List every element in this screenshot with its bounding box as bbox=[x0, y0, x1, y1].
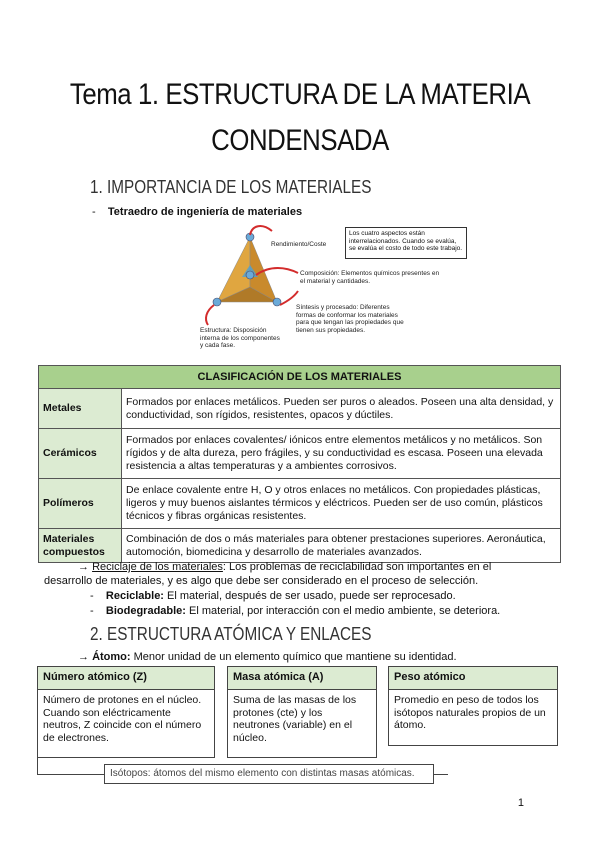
box-header: Peso atómico bbox=[389, 667, 557, 690]
recycling-text1: : Los problemas de reciclabilidad son importantes en el bbox=[222, 561, 492, 573]
reciclable-text: El material, después de ser usado, puede ser reprocesado. bbox=[163, 590, 456, 602]
row-desc: De enlace covalente entre H, O y otros enlaces no metálicos. Con propiedades plásticas, ligeros y muy buenos aislantes térmicos y eléctricos. Pueden ser de uso común, plásticos técnicos y fibras orgánicas resistentes. bbox=[122, 479, 561, 529]
section-heading-2: 2. ESTRUCTURA ATÓMICA Y ENLACES bbox=[90, 624, 372, 644]
atom-term: Átomo: bbox=[92, 651, 131, 663]
page-title-line1: Tema 1. ESTRUCTURA DE LA MATERIA bbox=[69, 78, 531, 111]
diagram-callout: Los cuatro aspectos están interrelacionados. Cuando se evalúa, se evalúa el costo de todo este trabajo. bbox=[345, 227, 467, 259]
table-row bbox=[39, 529, 561, 563]
recycling-line1 bbox=[78, 560, 578, 574]
section-heading-1: 1. IMPORTANCIA DE LOS MATERIALES bbox=[90, 177, 372, 197]
table-row bbox=[39, 429, 561, 479]
row-desc: Combinación de dos o más materiales para obtener prestaciones superiores. Aeronáutica, automoción, biomedicina y desarrollo de materiales avanzados. bbox=[122, 529, 561, 563]
arrow-top-icon bbox=[250, 226, 272, 235]
arrow-icon: → bbox=[78, 561, 93, 573]
biodegradable-term: Biodegradable: bbox=[105, 605, 186, 617]
box-masa-atomica bbox=[227, 666, 377, 758]
box-numero-atomico bbox=[37, 666, 215, 758]
vertex-right-icon bbox=[273, 298, 281, 306]
dash-icon: - bbox=[90, 590, 106, 602]
vertex-center-icon bbox=[246, 271, 254, 279]
box-body: Promedio en peso de todos los isótopos naturales propios de un átomo. bbox=[394, 694, 546, 731]
box-header: Masa atómica (A) bbox=[228, 667, 376, 690]
table-row bbox=[39, 479, 561, 529]
diagram-label-bottom-right: Síntesis y procesado: Diferentes formas de conformar los materiales para que tengan las propiedades que tienen sus propiedades. bbox=[296, 304, 404, 334]
row-name: Metales bbox=[39, 389, 122, 429]
table-row bbox=[39, 389, 561, 429]
box-peso-atomico bbox=[388, 666, 558, 746]
reciclable-term: Reciclable: bbox=[105, 590, 164, 602]
box-header: Número atómico (Z) bbox=[38, 667, 214, 690]
bullet-text: Tetraedro de ingeniería de materiales bbox=[107, 206, 303, 218]
arrow-bottomright-icon bbox=[280, 291, 298, 305]
page-title-line2: CONDENSADA bbox=[211, 124, 389, 157]
bullet-tetraedro bbox=[92, 206, 302, 218]
row-name: Polímeros bbox=[39, 479, 122, 529]
biodegradable-text: El material, por interacción con el medio ambiente, se deteriora. bbox=[185, 605, 501, 617]
dash-icon: - bbox=[92, 206, 108, 218]
dash-icon: - bbox=[90, 605, 106, 617]
box-body: Suma de las masas de los protones (cte) y los neutrones (variable) en el núcleo. bbox=[233, 694, 357, 744]
row-name: Cerámicos bbox=[39, 429, 122, 479]
arrow-icon: → bbox=[78, 651, 93, 663]
row-name: Materiales compuestos bbox=[39, 529, 122, 563]
diagram-label-right: Composición: Elementos químicos presentes en el material y cantidades. bbox=[300, 270, 440, 285]
atom-definition bbox=[78, 650, 578, 664]
recycling-line2: desarrollo de materiales, y es algo que debe ser considerado en el proceso de selección. bbox=[44, 575, 479, 587]
bullet-biodegradable bbox=[90, 604, 570, 618]
page-number: 1 bbox=[517, 797, 524, 809]
row-desc: Formados por enlaces metálicos. Pueden ser puros o aleados. Poseen una alta densidad, y conductividad, son rígidos, resistentes, opacos y dúctiles. bbox=[122, 389, 561, 429]
classification-table bbox=[38, 365, 561, 563]
diagram-label-top: Rendimiento/Coste bbox=[271, 241, 327, 248]
arrow-bottomleft-icon bbox=[206, 305, 214, 325]
recycling-term: Reciclaje de los materiales bbox=[92, 561, 223, 573]
diagram-label-bottom-left: Estructura: Disposición interna de los componentes y cada fase. bbox=[200, 327, 280, 349]
table-header-row bbox=[39, 366, 561, 389]
bullet-reciclable bbox=[90, 589, 570, 603]
isotope-note: Isótopos: átomos del mismo elemento con distintas masas atómicas. bbox=[104, 764, 434, 784]
atom-text: Menor unidad de un elemento químico que mantiene su identidad. bbox=[130, 651, 457, 663]
vertex-left-icon bbox=[213, 298, 221, 306]
box-body: Número de protones en el núcleo. Cuando son eléctricamente neutros, Z coincide con el número de electrones. bbox=[43, 694, 202, 744]
row-desc: Formados por enlaces covalentes/ iónicos entre elementos metálicos y no metálicos. Son rígidos y de alta dureza, pero frágiles, y su conductividad es escasa. Poseen una elevada resistencia a altas temperaturas y a ambientes corrosivos. bbox=[122, 429, 561, 479]
table-header: CLASIFICACIÓN DE LOS MATERIALES bbox=[39, 366, 561, 389]
